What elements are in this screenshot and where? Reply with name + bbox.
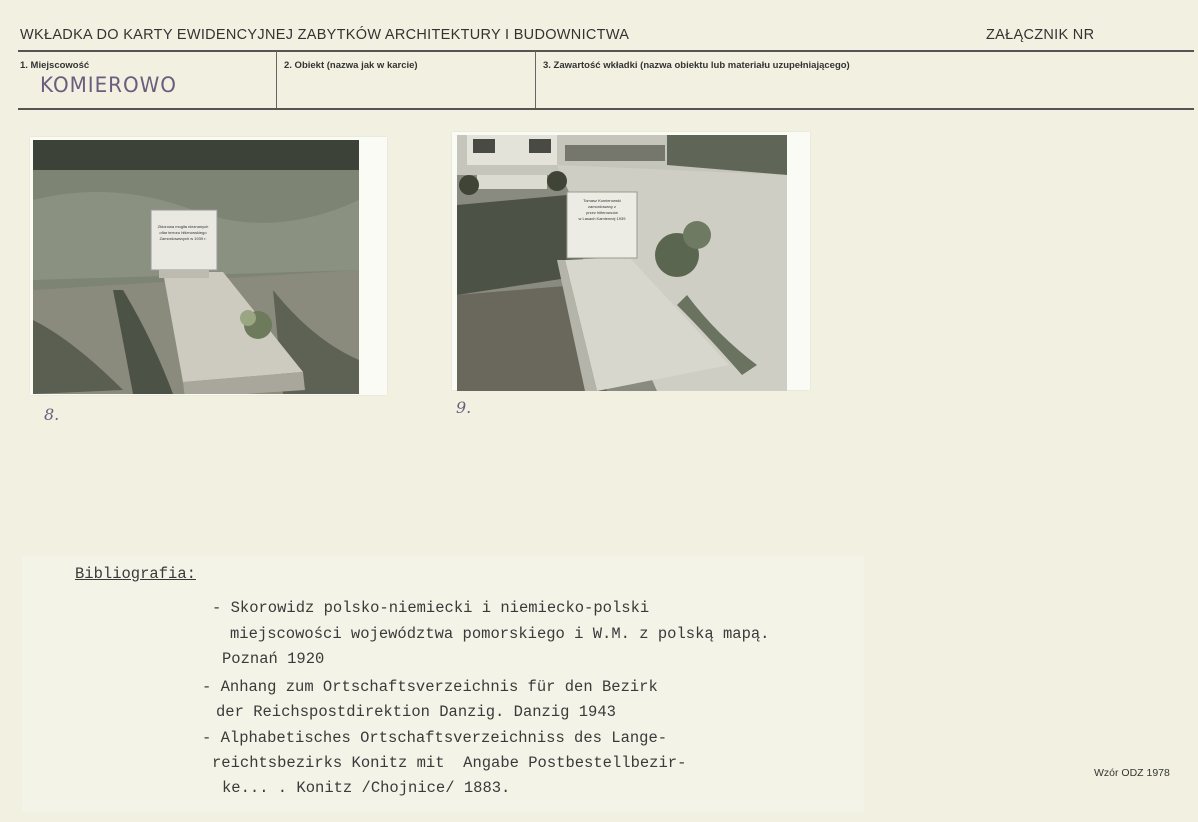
field-row-divider — [18, 108, 1194, 110]
plaque-8-line2: ofiar terroru hitlerowskiego — [159, 230, 207, 235]
bibliography-line-4: - Anhang zum Ortschaftsverzeichnis für den Bezirk — [202, 678, 658, 696]
field-separator-2 — [535, 51, 536, 109]
plaque-text-8 — [155, 224, 211, 242]
grave-photo-9 — [457, 135, 787, 391]
photo-number-8: 8. — [44, 405, 60, 424]
plaque-8-line1: Zbiorowa mogiła nieznanych — [157, 224, 209, 229]
bibliography-line-6: - Alphabetisches Ortschaftsverzeichniss des Lange- — [202, 729, 668, 747]
content-label: 3. Zawartość wkładki (nazwa obiektu lub materiału uzupełniającego) — [543, 60, 850, 71]
field-separator-1 — [276, 51, 277, 109]
plaque-9-line3: przez hitlerowców — [586, 210, 618, 215]
plaque-9-line2: zamordowany z — [587, 204, 616, 209]
photo-number-9: 9. — [456, 398, 472, 417]
header-divider — [18, 50, 1194, 52]
form-code: Wzór ODZ 1978 — [1094, 767, 1170, 779]
plaque-text-9 — [570, 198, 634, 222]
bibliography-line-1: - Skorowidz polsko-niemiecki i niemiecko-polski — [212, 599, 650, 617]
locality-value: KOMIEROWO — [40, 73, 177, 97]
bibliography-line-7: reichtsbezirks Konitz mit Angabe Postbestellbezir- — [212, 754, 687, 772]
bibliography-line-2: miejscowości województwa pomorskiego i W.M. z polską mapą. — [230, 625, 770, 643]
locality-label: 1. Miejscowość — [20, 60, 90, 71]
document-title: WKŁADKA DO KARTY EWIDENCYJNEJ ZABYTKÓW ARCHITEKTURY I BUDOWNICTWA — [20, 27, 630, 43]
plaque-9-line4: w Lasach Kamiennej 1939 — [578, 216, 626, 221]
bibliography-line-3: Poznań 1920 — [222, 650, 325, 668]
attachment-number-label: ZAŁĄCZNIK NR — [986, 27, 1095, 43]
bibliography-line-8: ke... . Konitz /Chojnice/ 1883. — [222, 779, 511, 797]
object-label: 2. Obiekt (nazwa jak w karcie) — [284, 60, 418, 71]
plaque-9-line1: Tomasz Komierowski — [583, 198, 621, 203]
plaque-8-line3: Zamordowanych w 1939 r. — [159, 236, 207, 241]
bibliography-line-5: der Reichspostdirektion Danzig. Danzig 1943 — [216, 703, 616, 721]
grave-photo-8 — [33, 140, 359, 394]
bibliography-heading: Bibliografia: — [75, 565, 196, 583]
